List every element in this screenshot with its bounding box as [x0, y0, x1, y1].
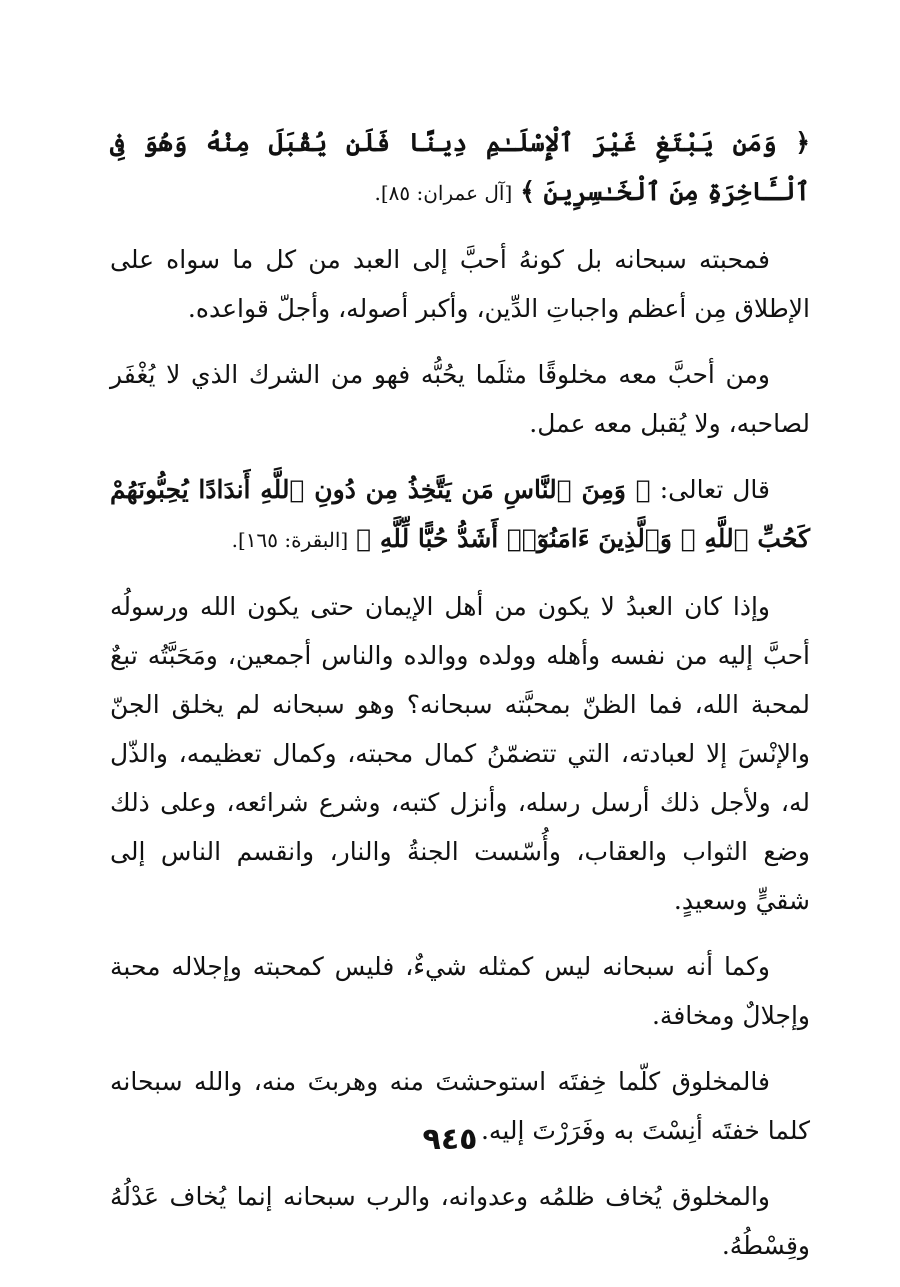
paragraph-purpose-of-creation: وإذا كان العبدُ لا يكون من أهل الإيمان حتى يكون الله ورسولُه أحبَّ إليه من نفسه وأهله وولده ووالده والناس أجمعين، ومَحَبَّتُه تبعٌ لمحبة الله، فما الظنّ بمحبَّته سبحانه؟ وهو سبحانه لم يخلق الجنّ والإنْسَ إلا لعبادته، التي تتضمّنُ كمال محبته، وكمال تعظيمه، والذّل له، ولأجل ذلك أرسل رسله، وأنزل كتبه، وشرع شرائعه، وعلى ذلك وضع الثواب والعقاب، وأُسّست الجنةُ والنار، وانقسم الناس إلى شقيٍّ وسعيدٍ.: [110, 592, 810, 915]
quran-verse-al-baqarah-165: ﴿ وَمِنَ ٱلنَّاسِ مَن يَتَّخِذُ مِن دُونِ ٱللَّهِ أَندَادًا يُحِبُّونَهُمْ كَحُبِّ ٱللَّهِ ۖ وَٱلَّذِينَ ءَامَنُوٓا۟ أَشَدُّ حُبًّا لِّلَّهِ ﴾: [110, 475, 810, 553]
verse-paragraph-al-baqarah: [110, 465, 810, 565]
paragraph-love-of-god: فمحبته سبحانه بل كونهُ أحبَّ إلى العبد من كل ما سواه على الإطلاق مِن أعظم واجباتِ الدِّين، وأكبر أصوله، وأجلّ قواعده.: [110, 245, 810, 323]
paragraph-justice-fear: والمخلوق يُخاف ظلمُه وعدوانه، والرب سبحانه إنما يُخاف عَدْلُهُ وقِسْطُهُ.: [110, 1182, 810, 1260]
verse-intro: قال تعالى:: [650, 475, 771, 504]
quran-verse-al-imran-85: ﴿ وَمَن يَبْتَغِ غَيْرَ ٱلْإِسْلَـٰمِ دِينًا فَلَن يُقْبَلَ مِنْهُ وَهُوَ فِى ٱلْـَٔاخِرَةِ مِنَ ٱلْخَـٰسِرِينَ ﴾: [110, 128, 810, 206]
page-body: [110, 118, 810, 1287]
paragraph-shirk-in-love: ومن أحبَّ معه مخلوقًا مثلَما يحُبُّه فهو من الشرك الذي لا يُغْفَر لصاحبه، ولا يُقبل معه عمل.: [110, 360, 810, 438]
page-number: ٩٤٥: [422, 1122, 478, 1157]
verse-reference-al-imran: [آل عمران: ٨٥].: [374, 181, 513, 205]
paragraph-fear-of-creation: فالمخلوق كلّما خِفتَه استوحشتَ منه وهربتَ منه، والله سبحانه كلما خفتَه أنِسْتَ به وفَرَرْتَ إليه.: [110, 1067, 810, 1145]
verse-paragraph-al-imran: [110, 118, 810, 218]
verse-reference-al-baqarah: [البقرة: ١٦٥].: [231, 528, 349, 552]
paragraph-nothing-like-him: وكما أنه سبحانه ليس كمثله شيءٌ، فليس كمحبته وإجلاله محبة وإجلالٌ ومخافة.: [110, 952, 810, 1030]
